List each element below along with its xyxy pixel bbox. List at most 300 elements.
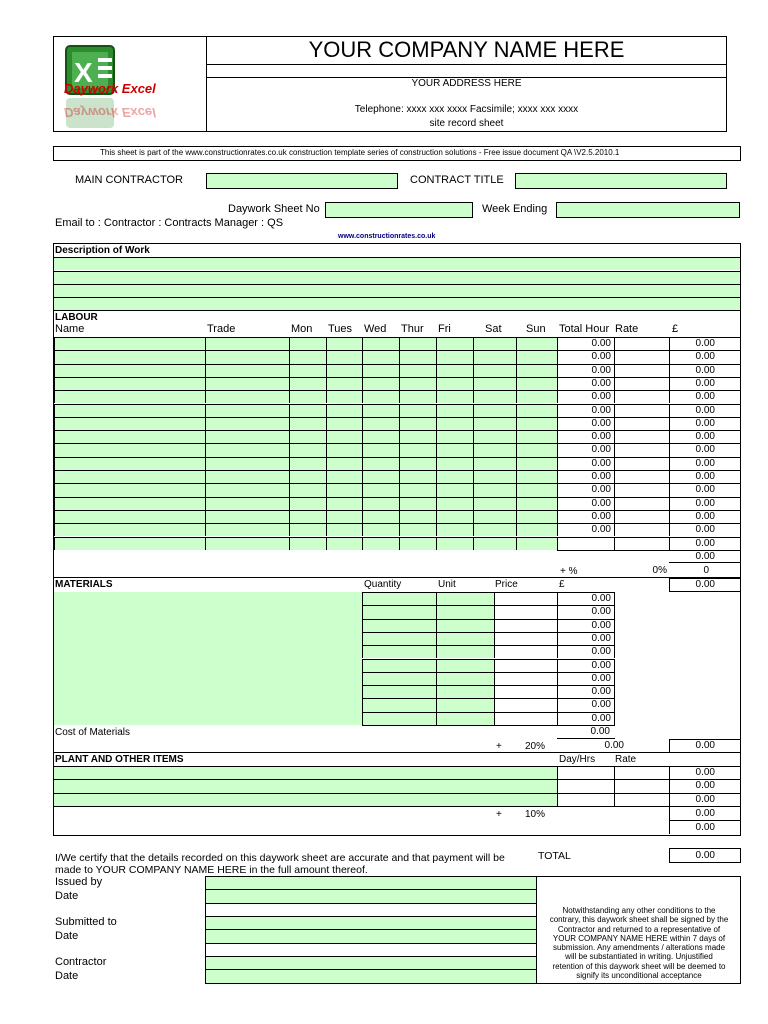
labour-cell[interactable] [473,443,516,456]
date-label-2: Date [55,930,79,942]
labour-cell[interactable] [205,443,289,456]
labour-rate-cell[interactable] [614,537,669,550]
company-name: YOUR COMPANY NAME HERE [308,37,625,62]
labour-rate-cell[interactable] [614,377,669,390]
cert-line-2: made to YOUR COMPANY NAME HERE in the full amount thereof. [55,864,368,876]
labour-cell[interactable] [473,430,516,443]
main-contractor-field[interactable] [206,173,398,189]
material-price-cell[interactable] [494,712,557,725]
col-mon: Mon [291,323,313,335]
labour-cell[interactable] [362,470,399,483]
labour-hours-value: 0.00 [591,391,611,403]
labour-cell[interactable] [289,483,326,496]
labour-cell[interactable] [473,417,516,430]
material-unit-cell[interactable] [436,712,494,725]
mat-col-quantity: Quantity [364,579,402,590]
labour-cell[interactable] [473,497,516,510]
labour-percent-amount: 0 [703,565,709,576]
labour-cell[interactable] [289,337,326,350]
labour-cell[interactable] [516,430,557,443]
labour-cell[interactable] [516,457,557,470]
labour-hours-value: 0.00 [591,351,611,363]
labour-hours-value: 0.00 [591,471,611,482]
labour-cell[interactable] [436,377,473,390]
labour-cell[interactable] [436,470,473,483]
labour-amount-value: 0.00 [695,417,715,429]
labour-cell[interactable] [289,457,326,470]
labour-cell[interactable] [205,497,289,510]
contractor-field[interactable] [205,956,537,970]
labour-cell[interactable] [54,364,205,377]
labour-hours-value: 0.00 [591,417,611,429]
labour-amount-value: 0.00 [695,457,715,469]
labour-amount-value: 0.00 [695,338,715,349]
material-unit-cell[interactable] [436,592,494,605]
labour-cell[interactable] [362,457,399,470]
labour-cell[interactable] [326,523,362,536]
labour-cell[interactable] [473,364,516,377]
issued-date-field[interactable] [205,889,537,904]
labour-hours-value: 0.00 [591,377,611,389]
labour-cell[interactable] [516,510,557,523]
date-label-1: Date [55,890,79,902]
labour-amount-value: 0.00 [695,471,715,482]
material-quantity-cell[interactable] [362,632,436,645]
labour-cell[interactable] [399,523,436,536]
labour-cell[interactable] [289,417,326,430]
material-amount-value: 0.00 [591,699,611,711]
labour-hours-value: 0.00 [591,338,611,349]
labour-cell[interactable] [436,483,473,496]
materials-total: 0.00 [695,740,715,751]
labour-cell[interactable] [289,350,326,363]
labour-rate-cell[interactable] [614,510,669,523]
grand-total-label: TOTAL [538,850,571,862]
notice-line: submission. Any amendments / alterations made [552,943,726,953]
labour-cell[interactable] [399,390,436,403]
labour-cell[interactable] [473,337,516,350]
labour-rate-cell[interactable] [614,443,669,456]
labour-rate-cell[interactable] [614,497,669,510]
labour-cell[interactable] [473,350,516,363]
labour-cell[interactable] [326,377,362,390]
sheet-no-field[interactable] [325,202,473,218]
labour-cell[interactable] [362,404,399,417]
labour-cell[interactable] [289,537,326,550]
labour-cell[interactable] [436,430,473,443]
labour-amount-value: 0.00 [695,497,715,509]
labour-cell[interactable] [436,337,473,350]
labour-cell[interactable] [205,483,289,496]
notice-line: contrary, this daywork sheet shall be signed by the [549,915,729,925]
plant-dayhrs-cell[interactable] [557,793,614,806]
contract-title-field[interactable] [515,173,727,189]
grand-total-value: 0.00 [695,850,715,861]
material-price-cell[interactable] [494,645,557,658]
labour-cell[interactable] [473,390,516,403]
labour-cell[interactable] [326,350,362,363]
plant-col-rate: Rate [615,754,637,765]
labour-cell[interactable] [362,510,399,523]
material-price-cell[interactable] [494,659,557,672]
labour-cell[interactable] [516,404,557,417]
labour-cell[interactable] [436,457,473,470]
material-quantity-cell[interactable] [362,672,436,685]
labour-cell[interactable] [362,483,399,496]
material-amount-value: 0.00 [591,606,611,618]
labour-cell[interactable] [362,537,399,550]
material-unit-cell[interactable] [436,605,494,618]
labour-cell[interactable] [289,430,326,443]
labour-hours-value: 0.00 [591,431,611,443]
labour-cell[interactable] [326,390,362,403]
labour-subtotal: 0.00 [695,550,715,562]
labour-cell[interactable] [436,390,473,403]
labour-cell[interactable] [326,364,362,377]
description-row[interactable] [54,271,740,284]
labour-cell[interactable] [516,377,557,390]
material-quantity-cell[interactable] [362,605,436,618]
material-price-cell[interactable] [494,605,557,618]
plant-description-cell[interactable] [54,793,557,806]
materials-description-area[interactable] [54,592,362,725]
labour-cell[interactable] [516,350,557,363]
labour-cell[interactable] [289,470,326,483]
mat-col-unit: Unit [438,579,456,590]
labour-cell[interactable] [473,457,516,470]
labour-cell[interactable] [516,470,557,483]
labour-cell[interactable] [326,457,362,470]
labour-cell[interactable] [205,417,289,430]
labour-cell[interactable] [436,417,473,430]
labour-cell[interactable] [516,417,557,430]
labour-amount-value: 0.00 [695,444,715,456]
labour-rate-cell[interactable] [614,364,669,377]
labour-cell[interactable] [362,364,399,377]
labour-rate-cell[interactable] [614,483,669,496]
labour-cell[interactable] [54,350,205,363]
labour-rate-cell[interactable] [614,404,669,417]
labour-cell[interactable] [205,510,289,523]
labour-cell[interactable] [289,443,326,456]
plant-percent: 10% [525,809,546,820]
labour-cell[interactable] [362,390,399,403]
notice-line: will be substantiated in writing. Unjustified [565,952,713,962]
material-amount-value: 0.00 [591,646,611,658]
notice-line: retention of this daywork sheet will be deemed to [552,961,726,971]
material-unit-cell[interactable] [436,632,494,645]
labour-cell[interactable] [436,364,473,377]
labour-cell[interactable] [436,523,473,536]
labour-cell[interactable] [516,537,557,550]
header-rule [206,64,727,65]
labour-cell[interactable] [362,443,399,456]
labour-cell[interactable] [473,483,516,496]
issued-by-field[interactable] [205,876,537,890]
labour-cell[interactable] [516,497,557,510]
col-pound: £ [672,323,679,335]
labour-cell[interactable] [54,337,205,350]
labour-cell[interactable] [326,470,362,483]
col-fri: Fri [438,323,451,335]
labour-cell[interactable] [326,337,362,350]
plant-description-cell[interactable] [54,766,557,779]
week-ending-field[interactable] [556,202,740,218]
labour-cell[interactable] [399,510,436,523]
labour-cell[interactable] [289,404,326,417]
labour-cell[interactable] [205,537,289,550]
labour-cell[interactable] [289,510,326,523]
labour-cell[interactable] [399,430,436,443]
labour-cell[interactable] [399,457,436,470]
labour-amount-value: 0.00 [695,391,715,403]
labour-cell[interactable] [205,377,289,390]
material-price-cell[interactable] [494,592,557,605]
material-unit-cell[interactable] [436,698,494,711]
labour-hours-value: 0.00 [591,497,611,509]
notice-line: signify its unconditional acceptance [576,971,702,981]
material-quantity-cell[interactable] [362,645,436,658]
labour-cell[interactable] [205,470,289,483]
labour-cell[interactable] [205,364,289,377]
material-unit-cell[interactable] [436,619,494,632]
labour-cell[interactable] [399,350,436,363]
labour-cell[interactable] [54,417,205,430]
labour-cell[interactable] [473,377,516,390]
labour-cell[interactable] [436,537,473,550]
labour-rate-cell[interactable] [614,350,669,363]
plant-dayhrs-cell[interactable] [557,779,614,792]
labour-cell[interactable] [399,417,436,430]
plant-rule [669,820,741,821]
labour-rate-cell[interactable] [614,457,669,470]
material-unit-cell[interactable] [436,645,494,658]
submitted-to-label: Submitted to [55,916,117,928]
labour-cell[interactable] [436,497,473,510]
labour-cell[interactable] [516,443,557,456]
labour-cell[interactable] [516,523,557,536]
labour-cell[interactable] [473,470,516,483]
labour-hours-value: 0.00 [591,484,611,496]
materials-title: MATERIALS [55,579,113,590]
labour-amount-value: 0.00 [695,484,715,496]
labour-cell[interactable] [289,364,326,377]
material-quantity-cell[interactable] [362,685,436,698]
labour-amount-value: 0.00 [695,537,715,549]
labour-cell[interactable] [362,523,399,536]
labour-cell[interactable] [436,443,473,456]
material-quantity-cell[interactable] [362,698,436,711]
col-sat: Sat [485,323,502,335]
material-quantity-cell[interactable] [362,592,436,605]
labour-cell[interactable] [289,377,326,390]
mat-percent: 20% [525,741,546,752]
issued-by-label: Issued by [55,876,103,888]
labour-cell[interactable] [205,523,289,536]
labour-cell[interactable] [362,377,399,390]
labour-cell[interactable] [289,390,326,403]
material-unit-cell[interactable] [436,685,494,698]
material-unit-cell[interactable] [436,659,494,672]
labour-cell[interactable] [326,404,362,417]
labour-cell[interactable] [399,377,436,390]
plant-rate-cell[interactable] [614,779,669,792]
labour-rate-cell[interactable] [614,390,669,403]
labour-cell[interactable] [399,497,436,510]
labour-cell[interactable] [399,404,436,417]
labour-percent-label: + % [560,566,578,577]
labour-cell[interactable] [54,523,205,536]
cost-of-materials-value: 0.00 [590,726,610,737]
labour-hours-value: 0.00 [591,510,611,522]
material-unit-cell[interactable] [436,672,494,685]
contractor-date-field[interactable] [205,969,537,984]
material-amount-value: 0.00 [591,712,611,724]
labour-cell[interactable] [473,404,516,417]
labour-cell[interactable] [54,377,205,390]
plant-amount-value: 0.00 [695,780,715,792]
labour-cell[interactable] [205,390,289,403]
plant-amount-value: 0.00 [695,793,715,805]
logo-text: Daywork Excel [64,81,156,96]
material-quantity-cell[interactable] [362,712,436,725]
plant-dayhrs-cell[interactable] [557,766,614,779]
labour-cell[interactable] [516,483,557,496]
material-quantity-cell[interactable] [362,619,436,632]
labour-cell[interactable] [362,497,399,510]
notice-text: This sheet is part of the www.constructionrates.co.uk construction template series of construction solutions - Free issue document QA \V2.5.2010.1 [100,148,620,157]
website-link[interactable]: www.constructionrates.co.uk [338,233,436,240]
labour-rate-cell[interactable] [614,417,669,430]
labour-cell[interactable] [326,417,362,430]
labour-cell[interactable] [205,457,289,470]
description-label: Description of Work [55,245,150,256]
mat-col-pound: £ [559,579,565,590]
mat-col-price: Price [495,579,518,590]
svg-text:X: X [74,57,93,88]
labour-cell[interactable] [399,470,436,483]
labour-cell[interactable] [362,430,399,443]
plant-plus: + [496,809,502,820]
labour-cell[interactable] [205,350,289,363]
material-amount-value: 0.00 [591,619,611,631]
labour-cell[interactable] [516,390,557,403]
labour-cell[interactable] [473,537,516,550]
telephone-line: Telephone: xxxx xxx xxxx Facsimile; xxxx xxx xxxx [354,104,579,115]
labour-cell[interactable] [516,364,557,377]
description-row[interactable] [54,284,740,297]
labour-amount-value: 0.00 [695,524,715,536]
labour-rate-cell[interactable] [614,470,669,483]
labour-rate-cell[interactable] [614,337,669,350]
labour-cell[interactable] [54,430,205,443]
description-row[interactable] [54,297,740,310]
labour-cell[interactable] [399,364,436,377]
labour-cell[interactable] [473,523,516,536]
notice-line: YOUR COMPANY NAME HERE within 7 days of [552,933,726,943]
labour-cell[interactable] [399,537,436,550]
date-label-3: Date [55,970,79,982]
plant-col-dayhrs: Day/Hrs [559,754,596,765]
labour-cell[interactable] [54,404,205,417]
labour-cell[interactable] [399,443,436,456]
labour-cell[interactable] [362,337,399,350]
labour-cell[interactable] [54,443,205,456]
material-quantity-cell[interactable] [362,659,436,672]
material-price-cell[interactable] [494,672,557,685]
labour-cell[interactable] [362,350,399,363]
labour-rate-cell[interactable] [614,523,669,536]
material-amount-value: 0.00 [591,593,611,604]
labour-cell[interactable] [326,537,362,550]
description-row[interactable] [54,257,740,270]
labour-cell[interactable] [362,417,399,430]
col-thur: Thur [401,323,424,335]
material-price-cell[interactable] [494,619,557,632]
labour-cell[interactable] [326,497,362,510]
plant-description-cell[interactable] [54,779,557,792]
labour-amount-value: 0.00 [695,404,715,416]
labour-cell[interactable] [289,523,326,536]
material-price-cell[interactable] [494,632,557,645]
labour-cell[interactable] [326,483,362,496]
labour-cell[interactable] [436,510,473,523]
email-line: Email to : Contractor : Contracts Manager : QS [55,217,284,229]
plant-total: 0.00 [695,822,715,833]
labour-total-cell [557,537,614,550]
labour-cell[interactable] [289,497,326,510]
labour-cell[interactable] [205,337,289,350]
labour-total: 0.00 [695,579,715,590]
material-price-cell[interactable] [494,698,557,711]
submitted-date-field[interactable] [205,929,537,944]
labour-cell[interactable] [205,430,289,443]
plant-amount-value: 0.00 [695,767,715,778]
labour-cell[interactable] [54,483,205,496]
labour-cell[interactable] [436,350,473,363]
submitted-to-field[interactable] [205,916,537,930]
labour-cell[interactable] [54,537,205,550]
labour-cell[interactable] [436,404,473,417]
labour-cell[interactable] [54,390,205,403]
labour-hours-value: 0.00 [591,404,611,416]
labour-percent-value: 0% [652,565,667,576]
plant-rate-cell[interactable] [614,766,669,779]
labour-cell[interactable] [54,510,205,523]
labour-cell[interactable] [54,457,205,470]
labour-cell[interactable] [399,483,436,496]
labour-hours-value: 0.00 [591,364,611,376]
labour-cell[interactable] [205,404,289,417]
labour-cell[interactable] [516,337,557,350]
labour-cell[interactable] [326,430,362,443]
labour-cell[interactable] [399,337,436,350]
acceptance-notice [537,906,741,980]
col-rate: Rate [615,323,639,335]
labour-rate-cell[interactable] [614,430,669,443]
labour-cell[interactable] [326,510,362,523]
labour-cell[interactable] [326,443,362,456]
col-trade: Trade [207,323,236,335]
labour-cell[interactable] [54,470,205,483]
notice-line: Contractor and returned to a representative of [557,924,721,934]
labour-cell[interactable] [54,497,205,510]
plant-rate-cell[interactable] [614,793,669,806]
material-price-cell[interactable] [494,685,557,698]
plant-percent-amount: 0.00 [695,808,715,819]
col-name: Name [55,323,85,335]
labour-cell[interactable] [473,510,516,523]
